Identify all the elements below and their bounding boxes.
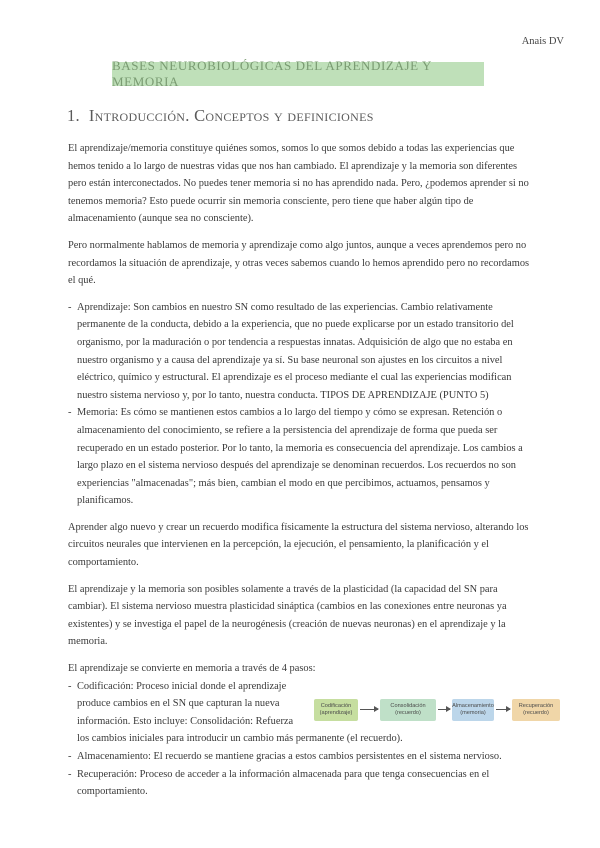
diagram-box-consolidacion: Consolidación (recuerdo) bbox=[380, 699, 436, 721]
step-text: Recuperación: Proceso de acceder a la información almacenada para que tenga consecuencias en el comportamiento. bbox=[77, 768, 490, 798]
bullet-dash: - bbox=[68, 751, 72, 762]
steps-intro: El aprendizaje se convierte en memoria a través de 4 pasos: bbox=[68, 663, 316, 675]
definition-text: Memoria: Es cómo se mantienen estos cambios a lo largo del tiempo y cómo se expresan. Retención o almacenamiento del conocimiento, se refiere a la persistencia del aprendizaje de forma que pueda ser recuperado en un estado posterior. Por lo tanto, la memoria es consecuencia del aprendizaje. Los cambios a largo plazo en el sistema nervioso después del aprendizaje se denominan recuerdos. Los recuerdos no son experiencias "almacenadas"; más bien, cambian el modo en que percibimos, actuamos, pensamos y planificamos. bbox=[77, 407, 523, 507]
section-heading bbox=[67, 106, 374, 126]
paragraph-intro-1: El aprendizaje/memoria constituye quiénes somos, somos lo que somos debido a todas las experiencias que hemos tenido a lo largo de nuestras vidas que nos han cambiado. El aprendizaje y la memoria son diferentes pero están interconectados. No puedes tener memoria si no has aprendido nada. Pero, ¿podemos aprender si no tenemos memoria? Esto puede ocurrir sin memoria consciente, pero tiene que haber algún tipo de almacenamiento (aunque sea no consciente). bbox=[68, 143, 529, 225]
step-codificacion-continued: los cambios iniciales para introducir un cambio más permanente (el recuerdo). bbox=[77, 733, 403, 745]
step-codificacion-text: Codificación: Proceso inicial donde el aprendizaje produce cambios en el SN que capturan la nueva información. Esto incluye: Consolidación: Refuerza bbox=[77, 680, 294, 727]
bullet-dash: - bbox=[68, 301, 72, 313]
diagram-box-codificacion: Codificación (aprendizaje) bbox=[314, 699, 358, 721]
definitions-list bbox=[68, 299, 538, 510]
bullet-dash: - bbox=[68, 407, 72, 419]
diagram-box-recuperacion: Recuperación (recuerdo) bbox=[512, 699, 560, 721]
step-recuperacion bbox=[68, 766, 538, 801]
arrow-icon bbox=[496, 709, 510, 710]
step-almacenamiento bbox=[68, 748, 538, 766]
definition-text: Aprendizaje: Son cambios en nuestro SN como resultado de las experiencias. Cambio relativamente permanente de la conducta, debido a la experiencia, que no puede explicarse por un estado transitorio del organismo, por la maduración o por tendencia a respuestas innatas. Adquisición de algo que no estaba en nuestro organismo y a causa del aprendizaje ya sí. Su base neuronal son ajustes en los circuitos a nivel eléctrico, químico y estructural. El aprendizaje es el proceso mediante el cual las experiencias modifican nuestro sistema nervioso y, por lo tanto, nuestra conducta. TIPOS DE APRENDIZAJE (PUNTO 5) bbox=[77, 301, 514, 401]
steps-list bbox=[68, 748, 538, 801]
document-title: BASES NEUROBIOLÓGICAS DEL APRENDIZAJE Y MEMORIA bbox=[112, 58, 432, 89]
definition-aprendizaje bbox=[68, 299, 538, 405]
section-number: 1. bbox=[67, 106, 80, 125]
bullet-dash: - bbox=[68, 768, 72, 780]
bullet-dash: - bbox=[68, 680, 72, 692]
paragraph-structure: Aprender algo nuevo y crear un recuerdo modifica físicamente la estructura del sistema nervioso, alterando los circuitos neurales que intervienen en la percepción, la ejecución, el pensamiento, la planificación y el comportamiento. bbox=[68, 521, 529, 569]
arrow-icon bbox=[438, 709, 450, 710]
paragraph-intro-2: Pero normalmente hablamos de memoria y aprendizaje como algo juntos, aunque a veces aprendemos pero no recordamos la situación de aprendizaje, y otras veces sabemos cuando lo hemos aprendido pero no recordamos el qué. bbox=[68, 239, 530, 287]
document-title-banner bbox=[112, 58, 484, 89]
author-name: Anais DV bbox=[521, 36, 564, 47]
diagram-box-almacenamiento: Almacenamiento (memoria) bbox=[452, 699, 494, 721]
step-text: Almacenamiento: El recuerdo se mantiene gracias a estos cambios persistentes en el sistema nervioso. bbox=[77, 751, 502, 762]
arrow-icon bbox=[360, 709, 378, 710]
section-title: Introducción. Conceptos y definiciones bbox=[88, 106, 374, 125]
paragraph-plasticity: El aprendizaje y la memoria son posibles solamente a través de la plasticidad (la capacidad del SN para cambiar). El sistema nervioso muestra plasticidad sináptica (cambios en las conexiones entre neuronas ya existentes) y se investiga el papel de la neurogénesis (creación de nuevas neuronas) en el aprendizaje y la memoria. bbox=[68, 583, 507, 648]
memory-process-diagram bbox=[314, 699, 562, 723]
definition-memoria bbox=[68, 404, 538, 510]
